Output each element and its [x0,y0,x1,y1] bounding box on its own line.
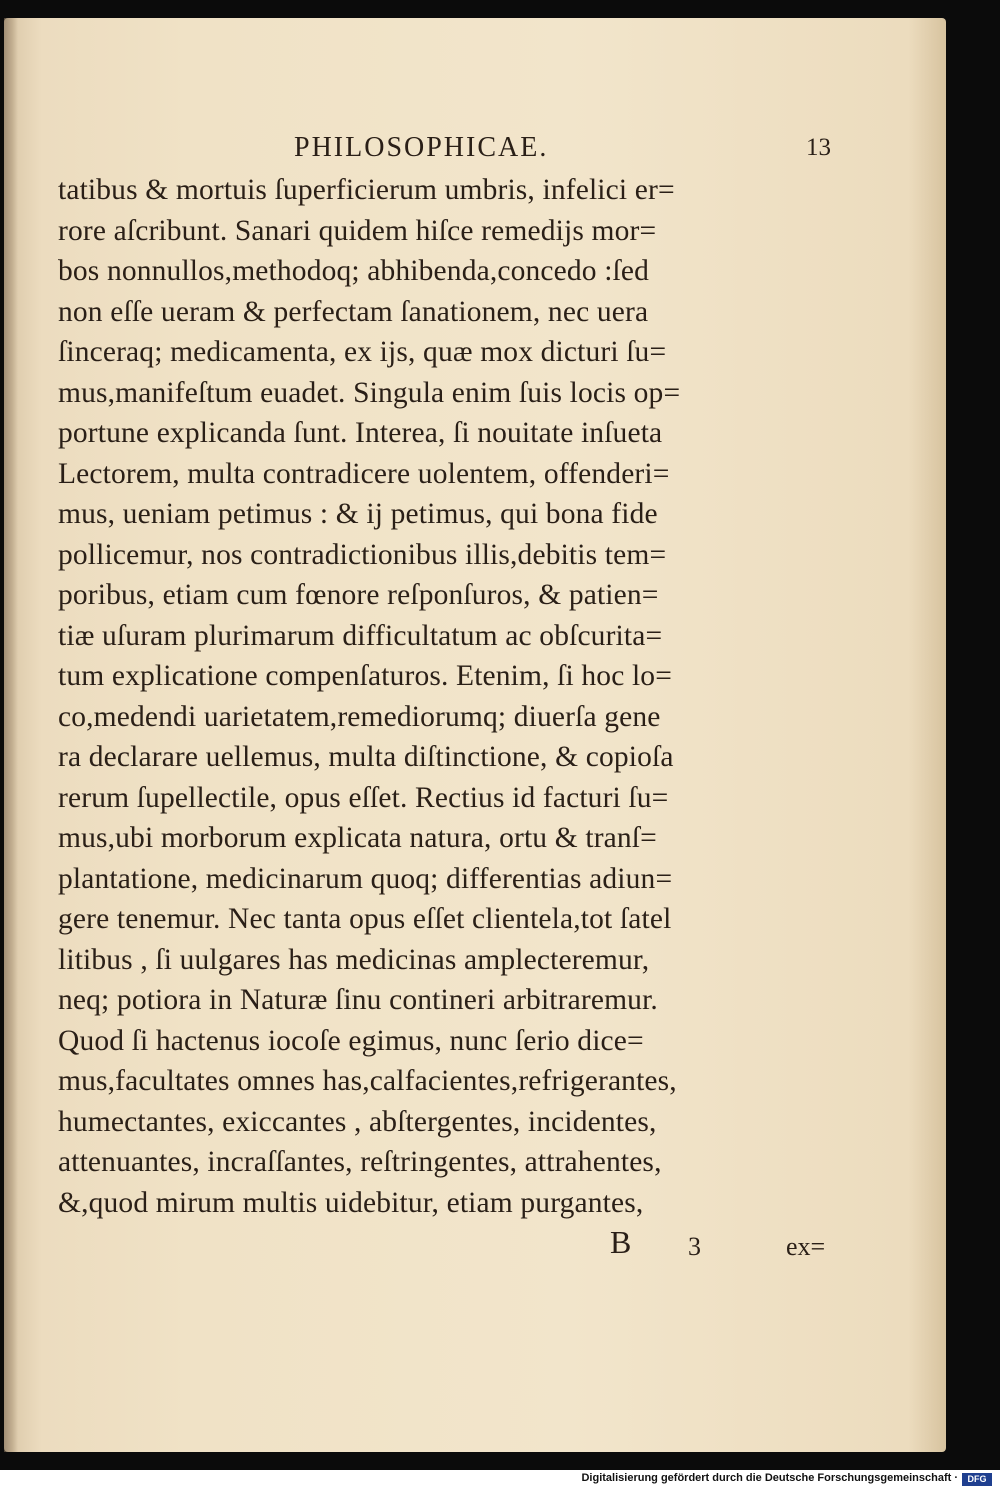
text-line: &,quod mirum multis uidebitur, etiam purgantes, [58,1186,644,1219]
text-line: poribus, etiam cum fœnore reſponſuros, & patien= [58,579,659,611]
text-line: non eſſe ueram & perfectam ſanationem, nec uera [58,295,649,328]
text-line: neq; potiora in Naturæ ſinu contineri arbitraremur. [58,984,658,1016]
text-line: ſinceraq; medicamenta, ex ijs, quæ mox dicturi ſu= [58,336,667,368]
running-head: PHILOSOPHICAE. [294,132,549,163]
text-line: ra declarare uellemus, multa diſtinctione, & copioſa [58,741,674,773]
text-line: tiæ uſuram plurimarum difficultatum ac obſcurita= [58,619,663,652]
signature-mark: B [610,1224,632,1260]
text-line: litibus , ſi uulgares has medicinas amplecteremur, [58,943,650,976]
page-number: 13 [806,134,831,161]
body-text [58,170,858,1223]
text-line: rore aſcribunt. Sanari quidem hiſce remedijs mor= [58,214,657,247]
text-line: mus, ueniam petimus : & ij petimus, qui bona fide [58,498,658,530]
catchword: ex= [786,1232,826,1261]
text-line: Lectorem, multa contradicere uolentem, offenderi= [58,457,670,490]
text-line: mus,facultates omnes has,calfacientes,refrigerantes, [58,1065,677,1097]
text-line: bos nonnullos,methodoq; abhibenda,concedo :ſed [58,255,650,287]
page-catchline [0,1224,946,1268]
text-line: co,medendi uarietatem,remediorumq; diuerſa gene [58,700,661,733]
text-line: tatibus & mortuis ſuperficierum umbris, infelici er= [58,174,675,206]
text-line: portune explicanda ſunt. Interea, ſi nouitate inſueta [58,417,663,449]
page-header [0,132,946,172]
text-line: pollicemur, nos contradictionibus illis,debitis tem= [58,538,667,571]
text-line: tum explicatione compenſaturos. Etenim, ſi hoc lo= [58,660,672,692]
dfg-logo[interactable]: DFG [962,1473,992,1486]
digitization-footer [0,1470,1000,1490]
text-line: gere tenemur. Nec tanta opus eſſet clientela,tot ſatel [58,903,672,935]
text-line: humectantes, exiccantes , abſtergentes, incidentes, [58,1105,657,1138]
text-line: rerum ſupellectile, opus eſſet. Rectius id facturi ſu= [58,781,669,814]
text-line: attenuantes, incraſſantes, reſtringentes, attrahentes, [58,1146,662,1178]
text-line: mus,ubi morborum explicata natura, ortu & tranſ= [58,822,657,854]
signature-number: 3 [688,1232,701,1261]
text-line: Quod ſi hactenus iocoſe egimus, nunc ſerio dice= [58,1024,644,1057]
funding-credit: Digitalisierung gefördert durch die Deutsche Forschungsgemeinschaft · [581,1472,958,1484]
text-line: mus,manifeſtum euadet. Singula enim ſuis locis op= [58,376,681,409]
text-line: plantatione, medicinarum quoq; differentias adiun= [58,862,673,895]
